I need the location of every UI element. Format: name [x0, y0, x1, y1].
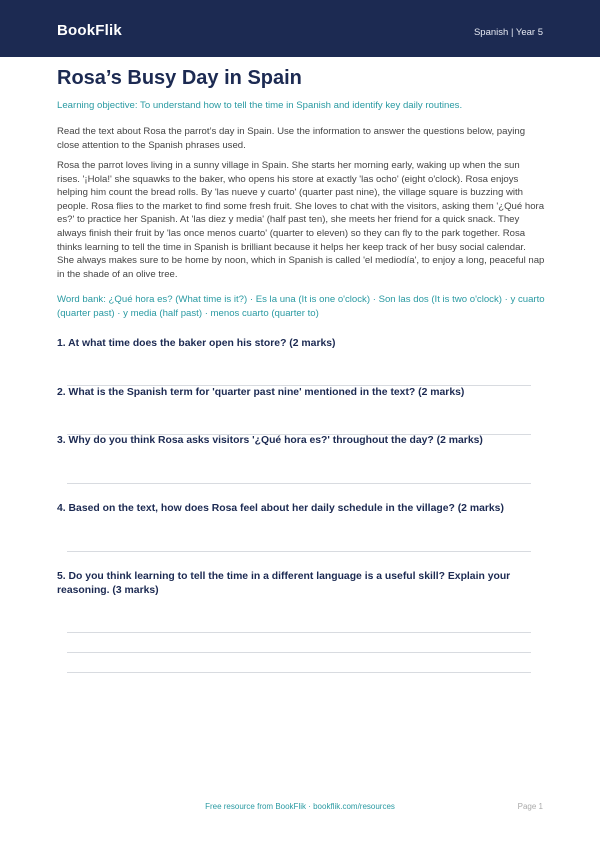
page-number: Page 1 — [517, 802, 543, 811]
subject-year-label: Spanish | Year 5 — [473, 27, 543, 38]
reading-passage: Rosa the parrot loves living in a sunny village in Spain. She starts her morning early, waking up when the sun rises. '¡Hola!' she squawks to the baker, who opens his store at exactly 'las ocho' (eight o'clock). Rosa enjoys helping him count the bread rolls. By 'las nueve y cuarto' (quarter past nine), the village square is buzzing with people. Rosa flies to the market to find some fresh fruit. She loves to chat with the visitors, asking them '¿Qué hora es?' to practice her Spanish. At 'las diez y media' (half past ten), she meets her friend for a quick snack. They always finish their fruit by 'las once menos cuarto' (quarter to eleven) so they can fly to the park together. Rosa thinks learning to tell the time in Spanish is brilliant because it helps her keep track of her busy social calendar. She always makes sure to be home by noon, which in Spanish is called 'el mediodía', to enjoy a long, peaceful nap in the shade of an olive tree. — [57, 160, 545, 280]
question-2: 2. What is the Spanish term for 'quarter past nine' mentioned in the text? (2 marks) — [57, 387, 465, 398]
question-4: 4. Based on the text, how does Rosa feel about her daily schedule in the village? (2 marks) — [57, 503, 504, 514]
answer-line[interactable] — [67, 652, 531, 653]
question-5: 5. Do you think learning to tell the time in a different language is a useful skill? Explain your reasoning. (3 marks) — [57, 571, 511, 596]
instructions-text: Read the text about Rosa the parrot’s day in Spain. Use the information to answer the questions below, paying close attention to the Spanish phrases used. — [57, 126, 526, 151]
answer-line[interactable] — [67, 632, 531, 633]
question-1: 1. At what time does the baker open his store? (2 marks) — [57, 338, 336, 349]
learning-objective: Learning objective: To understand how to tell the time in Spanish and identify key daily routines. — [57, 100, 463, 111]
footer-credit: Free resource from BookFlik · bookflik.com/resources — [205, 802, 395, 811]
page-header — [0, 0, 600, 57]
answer-line[interactable] — [67, 672, 531, 673]
answer-line[interactable] — [67, 483, 531, 484]
question-3: 3. Why do you think Rosa asks visitors '¿Qué hora es?' throughout the day? (2 marks) — [57, 435, 483, 446]
answer-line[interactable] — [67, 551, 531, 552]
brand-logo-text: BookFlik — [57, 22, 122, 39]
word-bank: Word bank: ¿Qué hora es? (What time is it?) · Es la una (It is one o'clock) · Son las dos (It is two o'clock) · y cuarto (quarter past) · y media (half past) · menos cuarto (quarter to) — [57, 294, 545, 319]
worksheet-title: Rosa’s Busy Day in Spain — [57, 67, 302, 89]
